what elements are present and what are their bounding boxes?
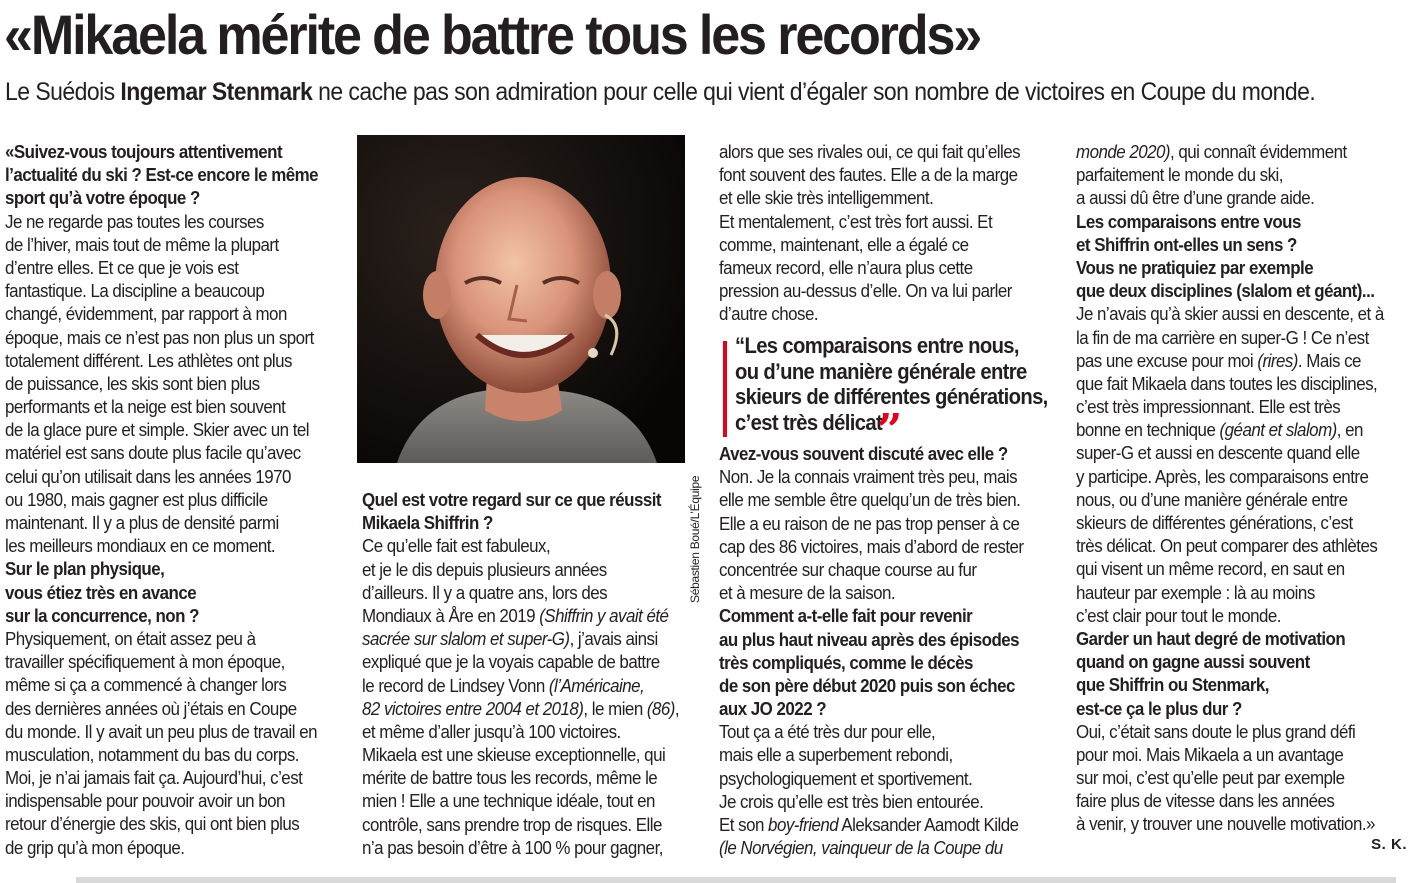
text-run: sur la concurrence, non ? [5, 605, 199, 626]
standfirst-name: Ingemar Stenmark [120, 78, 313, 106]
question-line [719, 605, 1024, 628]
answer-line [362, 605, 679, 628]
text-run: aux JO 2022 ? [719, 699, 827, 720]
question-line [1076, 280, 1384, 303]
answer-line [362, 628, 679, 651]
text-run: c’est clair pour tout le monde. [1076, 605, 1281, 626]
text-run: du monde. Il y avait un peu plus de travail en [5, 721, 318, 742]
text-run: matériel est sans doute plus facile qu’avec [5, 443, 301, 464]
pull-quote-line: c’est très délicat [735, 409, 883, 435]
answer-line [1076, 350, 1384, 373]
answer-line [5, 628, 318, 651]
answer-line [719, 513, 1024, 536]
text-run: Comment a-t-elle fait pour revenir [719, 606, 973, 627]
headline: «Mikaela mérite de battre tous les records» [4, 3, 981, 66]
answer-line [362, 651, 679, 674]
answer-line [1076, 419, 1384, 442]
answer-line [5, 651, 318, 674]
text-run: Tout ça a été très dur pour elle, [719, 722, 936, 743]
pull-quote-line: ou d’une manière générale entre [735, 358, 1027, 384]
text-run: à venir, y trouver une nouvelle motivation.» [1076, 814, 1375, 835]
answer-line [719, 466, 1024, 489]
italic-run: sacrée sur slalom et super-G) [362, 629, 570, 650]
answer-line [1076, 582, 1384, 605]
answer-line [362, 744, 679, 767]
answer-line [719, 257, 1020, 280]
text-run: Ce qu’elle fait est fabuleux, [362, 536, 551, 557]
question-line [1076, 211, 1384, 234]
answer-line [1076, 767, 1384, 790]
answer-line [5, 674, 318, 697]
text-run: de l’hiver, mais tout de même la plupart [5, 234, 279, 255]
answer-line [5, 813, 318, 836]
italic-run: monde 2020) [1076, 142, 1171, 162]
answer-line [5, 280, 318, 303]
answer-line [5, 535, 318, 558]
text-run: Les comparaisons entre vous [1076, 211, 1301, 232]
answer-line [719, 164, 1020, 187]
answer-line [1076, 489, 1384, 512]
text-run: l’actualité du ski ? Est-ce encore le même [5, 165, 319, 186]
answer-line [719, 814, 1024, 837]
text-run: changé, évidemment, par rapport à mon [5, 304, 287, 325]
text-run: totalement différent. Les athlètes ont plus [5, 350, 292, 371]
portrait-photo [357, 135, 685, 463]
text-run: Mondiaux à Åre en 2019 [362, 605, 540, 626]
portrait-illustration [357, 135, 685, 463]
answer-line [719, 744, 1024, 767]
text-run: que deux disciplines (slalom et géant)... [1076, 281, 1375, 302]
question-line [1076, 628, 1384, 651]
text-run: quand on gagne aussi souvent [1076, 652, 1310, 673]
text-run: pression au-dessus d’elle. On va lui parler [719, 281, 1012, 302]
text-run: mien ! Elle a une technique idéale, tout en [362, 791, 655, 812]
text-run: Aleksander Aamodt Kilde [838, 815, 1019, 835]
answer-line [1076, 303, 1384, 326]
answer-line [5, 698, 318, 721]
text-run: nous, ou d’une manière générale entre [1076, 489, 1348, 510]
answer-line [1076, 187, 1384, 210]
pull-quote-bar [723, 341, 727, 437]
column-2 [362, 489, 679, 860]
text-run: au plus haut niveau après des épisodes [719, 629, 1020, 650]
answer-line [5, 767, 318, 790]
answer-line [719, 187, 1020, 210]
text-run: elle me semble être quelqu’un de très bien. [719, 490, 1021, 511]
answer-line [5, 327, 318, 350]
question-line [1076, 257, 1384, 280]
text-run: Sur le plan physique, [5, 559, 165, 580]
text-run: Mikaela est une skieuse exceptionnelle, qui [362, 745, 666, 766]
question-line [362, 489, 679, 512]
text-run: et Shiffrin ont-elles un sens ? [1076, 234, 1297, 255]
text-run: pas une excuse pour moi [1076, 350, 1258, 371]
question-line [1076, 234, 1384, 257]
answer-line [362, 535, 679, 558]
text-run: d’ailleurs. Il y a quatre ans, lors des [362, 582, 608, 603]
answer-line [1076, 512, 1384, 535]
text-run: Quel est votre regard sur ce que réussit [362, 490, 662, 510]
question-line [719, 698, 1024, 721]
answer-line [719, 303, 1020, 326]
answer-line [362, 698, 679, 721]
text-run: Je ne regarde pas toutes les courses [5, 211, 264, 232]
answer-line [362, 559, 679, 582]
text-run: expliqué que je la voyais capable de battre [362, 652, 660, 673]
italic-run: (l’Américaine, [548, 675, 645, 696]
answer-line [362, 790, 679, 813]
text-run: psychologiquement et sportivement. [719, 768, 973, 789]
text-run: des dernières années où j’étais en Coupe [5, 698, 297, 719]
column-3-top [719, 141, 1020, 327]
question-line [719, 443, 1024, 466]
answer-line [1076, 442, 1384, 465]
column-1 [5, 141, 318, 860]
question-line [1076, 698, 1384, 721]
answer-line [1076, 721, 1384, 744]
answer-line [719, 582, 1024, 605]
text-run: Vous ne pratiquiez par exemple [1076, 257, 1314, 278]
text-run: Et son [719, 815, 769, 835]
italic-run: (rires) [1257, 350, 1298, 371]
photo-credit: Sébastien Boué/L’Équipe [688, 475, 702, 603]
question-line [362, 512, 679, 535]
answer-line [5, 396, 318, 419]
text-run: est-ce ça le plus dur ? [1076, 698, 1242, 719]
answer-line [5, 373, 318, 396]
answer-line [5, 744, 318, 767]
answer-line [5, 837, 318, 860]
text-run: Non. Je la connais vraiment très peu, mais [719, 467, 1018, 488]
italic-run: (le Norvégien, vainqueur de la Coupe du [719, 838, 1003, 859]
text-run: même si ça a commencé à changer lors [5, 675, 287, 696]
text-run: parfaitement le monde du ski, [1076, 165, 1283, 186]
text-run: vous étiez très en avance [5, 582, 197, 603]
text-run: d’autre chose. [719, 304, 819, 325]
text-run: qui visent un même record, en saut en [1076, 559, 1345, 580]
text-run: alors que ses rivales oui, ce qui fait qu’elles [719, 142, 1021, 162]
text-run: maintenant. Il y a plus de densité parmi [5, 513, 279, 533]
text-run: travailler spécifiquement à mon époque, [5, 652, 285, 673]
answer-line [1076, 744, 1384, 767]
text-run: et à mesure de la saison. [719, 583, 896, 604]
text-run: hauteur par exemple : là au moins [1076, 582, 1315, 603]
text-run: comme, maintenant, elle a égalé ce [719, 234, 969, 255]
answer-line [362, 814, 679, 837]
text-run: a aussi dû être d’une grande aide. [1076, 188, 1315, 209]
text-run: celui qu’on utilisait dans les années 1970 [5, 466, 291, 487]
text-run: musculation, notamment du bas du corps. [5, 744, 299, 765]
text-run: de puissance, les skis sont bien plus [5, 373, 260, 394]
answer-line [362, 721, 679, 744]
text-run: Physiquement, on était assez peu à [5, 628, 256, 649]
text-run: , [674, 698, 680, 719]
answer-line [719, 280, 1020, 303]
answer-line [719, 768, 1024, 791]
text-run: «Suivez-vous toujours attentivement [5, 142, 283, 162]
question-line [719, 675, 1024, 698]
answer-line [719, 559, 1024, 582]
answer-line [719, 141, 1020, 164]
text-run: Avez-vous souvent discuté avec elle ? [719, 444, 1008, 464]
text-run: , le mien [583, 698, 647, 719]
standfirst-before: Le Suédois [5, 78, 121, 106]
text-run: y participe. Après, les comparaisons entre [1076, 466, 1369, 487]
question-line [5, 582, 318, 605]
italic-run: (86) [646, 698, 675, 719]
question-line [5, 141, 318, 164]
page-divider [76, 877, 1396, 883]
text-run: fameux record, elle n’aura plus cette [719, 257, 973, 278]
italic-run: boy-friend [768, 815, 839, 835]
text-run: super-G et aussi en descente quand elle [1076, 443, 1360, 464]
text-run: , qui connaît évidemment [1170, 142, 1347, 162]
answer-line [5, 234, 318, 257]
pull-quote-line: skieurs de différentes générations, [735, 384, 1048, 409]
text-run: très délicat. On peut comparer des athlètes [1076, 536, 1378, 557]
question-line [719, 629, 1024, 652]
answer-line [719, 791, 1024, 814]
answer-line [1076, 141, 1384, 164]
standfirst-after: ne cache pas son admiration pour celle qui vient d’égaler son nombre de victoires en Coupe du monde. [312, 78, 1316, 106]
question-line [719, 652, 1024, 675]
answer-line [5, 489, 318, 512]
answer-line [719, 211, 1020, 234]
text-run: le record de Lindsey Vonn [362, 675, 549, 696]
answer-line [719, 489, 1024, 512]
text-run: époque, mais ce n’est pas non plus un sport [5, 327, 314, 348]
text-run: contrôle, sans prendre trop de risques. Elle [362, 814, 662, 835]
text-run: ou 1980, mais gagner est plus difficile [5, 489, 268, 510]
answer-line [362, 767, 679, 790]
italic-run: 82 victoires entre 2004 et 2018) [362, 698, 584, 719]
answer-line [1076, 813, 1384, 836]
answer-line [5, 442, 318, 465]
pull-quote-line: “Les comparaisons entre nous, [735, 333, 1019, 358]
answer-line [719, 536, 1024, 559]
answer-line [362, 675, 679, 698]
text-run: la fin de ma carrière en super-G ! Ce n’est [1076, 327, 1369, 348]
text-run: Moi, je n’ai jamais fait ça. Aujourd’hui, c’est [5, 768, 303, 789]
text-run: mais elle a superbement rebondi, [719, 745, 953, 766]
text-run: Elle a eu raison de ne pas trop penser à ce [719, 513, 1020, 534]
answer-line [1076, 558, 1384, 581]
italic-run: (Shiffrin y avait été [539, 605, 669, 626]
text-run: n’a pas besoin d’être à 100 % pour gagner, [362, 837, 663, 858]
text-run: cap des 86 victoires, mais d’abord de rester [719, 536, 1024, 557]
text-run: Et mentalement, c’est très fort aussi. Et [719, 211, 993, 232]
question-line [1076, 651, 1384, 674]
text-run: que fait Mikaela dans toutes les disciplines, [1076, 373, 1378, 394]
text-run: faire plus de vitesse dans les années [1076, 791, 1335, 812]
text-run: de son père début 2020 puis son échec [719, 675, 1015, 696]
text-run: de la glace pure et simple. Skier avec un tel [5, 420, 310, 441]
text-run: et elle skie très intelligemment. [719, 188, 934, 209]
text-run: pour moi. Mais Mikaela a un avantage [1076, 744, 1344, 765]
answer-line [5, 350, 318, 373]
text-run: . Mais ce [1297, 350, 1361, 371]
text-run: très compliqués, comme le décès [719, 652, 973, 673]
answer-line [1076, 535, 1384, 558]
answer-line [1076, 790, 1384, 813]
answer-line [5, 211, 318, 234]
answer-line [5, 303, 318, 326]
text-run: et même d’aller jusqu’à 100 victoires. [362, 721, 621, 742]
question-line [5, 164, 318, 187]
text-run: Oui, c’était sans doute le plus grand défi [1076, 721, 1356, 742]
text-run: concentrée sur chaque course au fur [719, 559, 977, 580]
column-4 [1076, 141, 1384, 837]
question-line [5, 558, 318, 581]
text-run: retour d’énergie des skis, qui ont bien plus [5, 814, 300, 835]
text-run: Garder un haut degré de motivation [1076, 628, 1346, 649]
text-run: les meilleurs mondiaux en ce moment. [5, 536, 276, 557]
question-line [5, 605, 318, 628]
answer-line [1076, 466, 1384, 489]
text-run: skieurs de différentes générations, c’est [1076, 513, 1353, 533]
column-3-bottom [719, 443, 1024, 860]
answer-line [719, 837, 1024, 860]
closing-quote-icon: ” [877, 405, 903, 456]
answer-line [5, 790, 318, 813]
standfirst [5, 74, 1316, 110]
answer-line [1076, 327, 1384, 350]
text-run: d’entre elles. Et ce que je vois est [5, 257, 239, 278]
text-run: bonne en technique [1076, 420, 1220, 441]
text-run: Mikaela Shiffrin ? [362, 513, 493, 534]
answer-line [719, 234, 1020, 257]
answer-line [5, 512, 318, 535]
answer-line [1076, 605, 1384, 628]
text-run: et je le dis depuis plusieurs années [362, 559, 607, 580]
author-signature: S. K. [1371, 836, 1407, 853]
text-run: , j’avais ainsi [569, 629, 658, 650]
answer-line [5, 466, 318, 489]
answer-line [1076, 373, 1384, 396]
text-run: mérite de battre tous les records, même le [362, 768, 658, 789]
text-run: Je crois qu’elle est très bien entourée. [719, 791, 984, 812]
text-run: sur moi, c’est qu’elle peut par exemple [1076, 768, 1345, 789]
text-run: indispensable pour pouvoir avoir un bon [5, 791, 285, 812]
answer-line [362, 582, 679, 605]
text-run: Je n’avais qu’à skier aussi en descente, et à [1076, 304, 1384, 325]
question-line [5, 187, 318, 210]
answer-line [5, 721, 318, 744]
answer-line [1076, 164, 1384, 187]
text-run: , en [1336, 420, 1363, 441]
text-run: que Shiffrin ou Stenmark, [1076, 675, 1269, 696]
answer-line [1076, 396, 1384, 419]
question-line [1076, 674, 1384, 697]
text-run: c’est très impressionnant. Elle est très [1076, 397, 1341, 418]
text-run: fantastique. La discipline a beaucoup [5, 281, 265, 302]
answer-line [5, 257, 318, 280]
text-run: performants et la neige est bien souvent [5, 397, 286, 418]
italic-run: (géant et slalom) [1219, 420, 1337, 441]
answer-line [5, 419, 318, 442]
answer-line [719, 721, 1024, 744]
text-run: font souvent des fautes. Elle a de la marge [719, 165, 1018, 186]
text-run: de grip qu’à mon époque. [5, 837, 185, 858]
text-run: sport qu’à votre époque ? [5, 188, 200, 209]
answer-line [362, 837, 679, 860]
